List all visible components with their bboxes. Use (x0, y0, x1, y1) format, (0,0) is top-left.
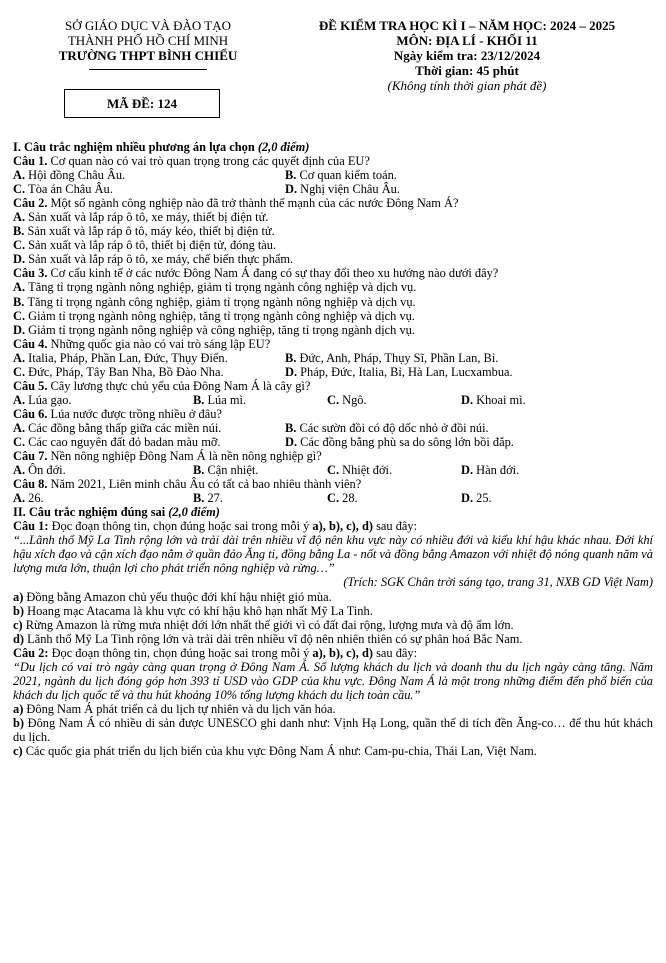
part2-question-1: Câu 1: Đọc đoạn thông tin, chọn đúng hoặc sai trong mỗi ý a), b), c), d) sau đây: (13, 519, 418, 534)
exam-duration: Thời gian: 45 phút (415, 63, 519, 78)
part2-question-1-source: (Trích: SGK Chân trời sáng tạo, trang 31, NXB GD Việt Nam) (343, 575, 653, 590)
question-4: Câu 4. Những quốc gia nào có vai trò sáng lập EU? (13, 336, 271, 351)
question-1-options-ab: A. Hội đồng Châu Âu. B. Cơ quan kiểm toán. (13, 168, 397, 183)
exam-info-header (282, 18, 652, 93)
question-2-option-b: B. Sản xuất và lắp ráp ô tô, máy kéo, thiết bị điện tử. (13, 224, 275, 239)
question-5: Câu 5. Cây lương thực chủ yếu của Đông Nam Á là cây gì? (13, 378, 311, 393)
part2-q1-statement-d: d) Lãnh thổ Mỹ La Tinh rộng lớn và trải dài trên nhiều vĩ độ nên nhiên thiên có sự phân hoá Bắc Nam. (13, 631, 523, 646)
exam-date: Ngày kiểm tra: 23/12/2024 (393, 48, 541, 63)
question-8-options: A. 26. B. 27. C. 28. D. 25. (13, 491, 492, 506)
question-3-option-b: B. Tăng tỉ trọng ngành công nghiệp, giảm tỉ trọng ngành nông nghiệp và dịch vụ. (13, 294, 416, 309)
part2-q1-statement-b: b) Hoang mạc Atacama là khu vực có khí hậu khô hạn nhất Mỹ La Tinh. (13, 603, 373, 618)
part2-question-2: Câu 2: Đọc đoạn thông tin, chọn đúng hoặc sai trong mỗi ý a), b), c), d) sau đây: (13, 645, 418, 660)
question-6: Câu 6. Lúa nước được trồng nhiều ở đâu? (13, 406, 222, 421)
question-1: Câu 1. Cơ quan nào có vai trò quan trọng trong các quyết định của EU? (13, 154, 370, 169)
question-2-option-a: A. Sản xuất và lắp ráp ô tô, xe máy, thiết bị điện tử. (13, 210, 269, 225)
school-header (18, 18, 278, 70)
part2-q1-statement-a: a) Đồng bằng Amazon chủ yếu thuộc đới khí hậu nhiệt gió mùa. (13, 589, 332, 604)
part2-title: II. Câu trắc nghiệm đúng sai (2,0 điểm) (13, 505, 220, 520)
question-3: Câu 3. Cơ cấu kinh tế ở các nước Đông Nam Á đang có sự thay đổi theo xu hướng nào dưới đây? (13, 266, 499, 281)
department-name: SỞ GIÁO DỤC VÀ ĐÀO TẠO (65, 18, 231, 33)
header-divider (89, 69, 207, 70)
question-6-options-cd: C. Các cao nguyên đất đỏ badan màu mỡ. D. Các đồng bằng phù sa do sông lớn bồi đắp. (13, 434, 514, 449)
question-3-option-a: A. Tăng tỉ trọng ngành nông nghiệp, giảm tỉ trọng ngành công nghiệp và dịch vụ. (13, 280, 417, 295)
exam-duration-note: (Không tính thời gian phát đề) (387, 78, 547, 93)
question-7-options: A. Ôn đới. B. Cận nhiệt. C. Nhiệt đới. D. Hàn đới. (13, 463, 520, 478)
exam-content (13, 140, 653, 758)
part2-q2-statement-b: b) Đông Nam Á có nhiều di sản được UNESCO ghi danh như: Vịnh Hạ Long, quần thể di tích đền Ăng-co… để thu hút khách du lịch. (13, 715, 653, 744)
question-2-option-c: C. Sản xuất và lắp ráp ô tô, thiết bị điện tử, đóng tàu. (13, 238, 277, 253)
part2-q1-statement-c: c) Rừng Amazon là rừng mưa nhiệt đới lớn nhất thế giới vì có đất đai rộng, lượng mưa và độ ẩm lớn. (13, 617, 514, 632)
exam-subject: MÔN: ĐỊA LÍ - KHỐI 11 (396, 33, 538, 48)
question-7: Câu 7. Nền nông nghiệp Đông Nam Á là nền nông nghiệp gì? (13, 449, 322, 464)
city-name: THÀNH PHỐ HỒ CHÍ MINH (67, 33, 229, 48)
exam-header (0, 0, 666, 128)
question-3-option-d: D. Giảm tỉ trọng ngành nông nghiệp và công nghiệp, tăng tỉ trọng ngành dịch vụ. (13, 322, 415, 337)
school-name: TRƯỜNG THPT BÌNH CHIỂU (58, 48, 238, 63)
question-1-options-cd: C. Tòa án Châu Âu. D. Nghị viện Châu Âu. (13, 182, 400, 197)
question-4-options-cd: C. Đức, Pháp, Tây Ban Nha, Bồ Đào Nha. D. Pháp, Đức, Italia, Bỉ, Hà Lan, Lucxambua. (13, 364, 513, 379)
question-4-options-ab: A. Italia, Pháp, Phần Lan, Đức, Thụy Điển. B. Đức, Anh, Pháp, Thụy Sĩ, Phần Lan, Bỉ. (13, 350, 499, 365)
part2-question-1-quote: “...Lãnh thổ Mỹ La Tinh rộng lớn và trải dài trên nhiều vĩ độ nên khu vực này có nhiều đới và kiểu khí hậu khác nhau. Đới khí hậu xích đạo và cận xích đạo nằm ở quần đảo Ăng ti, đồng bằng La - nốt và đồng bằng Amazon với nhiệt độ nóng quanh năm và lượng mưa lớn, thuận lợi cho phát triển nông nghiệp và rừng…” (13, 533, 653, 576)
question-5-options: A. Lúa gạo. B. Lúa mì. C. Ngô. D. Khoai mì. (13, 392, 526, 407)
question-2: Câu 2. Một số ngành công nghiệp nào đã trở thành thế mạnh của các nước Đông Nam Á? (13, 196, 459, 211)
question-6-options-ab: A. Các đồng bằng thấp giữa các miền núi. B. Các sườn đồi có độ dốc nhỏ ở đồi núi. (13, 420, 489, 435)
question-8: Câu 8. Năm 2021, Liên minh châu Âu có tất cả bao nhiêu thành viên? (13, 477, 362, 492)
part2-q2-statement-c: c) Các quốc gia phát triển du lịch biển của khu vực Đông Nam Á như: Cam-pu-chia, Thái Lan, Việt Nam. (13, 744, 537, 759)
exam-code-box: MÃ ĐỀ: 124 (64, 89, 220, 118)
part2-question-2-quote: “Du lịch có vai trò ngày càng quan trọng ở Đông Nam Á. Số lượng khách du lịch và doanh thu du lịch ngày càng tăng. Năm 2021, ngành du lịch đóng góp hơn 393 tỉ USD vào GDP của khu vực. Đông Nam Á là một trong những điểm đến phổ biến của khách du lịch quốc tế và thu hút khoảng 10% tổng lượng khách du lịch toàn cầu.” (13, 659, 653, 702)
question-2-option-d: D. Sản xuất và lắp ráp ô tô, xe máy, chế biến thực phẩm. (13, 252, 294, 267)
part2-q2-statement-a: a) Đông Nam Á phát triển cả du lịch tự nhiên và du lịch văn hóa. (13, 701, 336, 716)
question-3-option-c: C. Giảm tỉ trọng ngành nông nghiệp, tăng tỉ trọng ngành công nghiệp và dịch vụ. (13, 308, 415, 323)
part1-title: I. Câu trắc nghiệm nhiều phương án lựa chọn (2,0 điểm) (13, 140, 310, 154)
exam-title: ĐỀ KIỂM TRA HỌC KÌ I – NĂM HỌC: 2024 – 2025 (318, 18, 616, 33)
